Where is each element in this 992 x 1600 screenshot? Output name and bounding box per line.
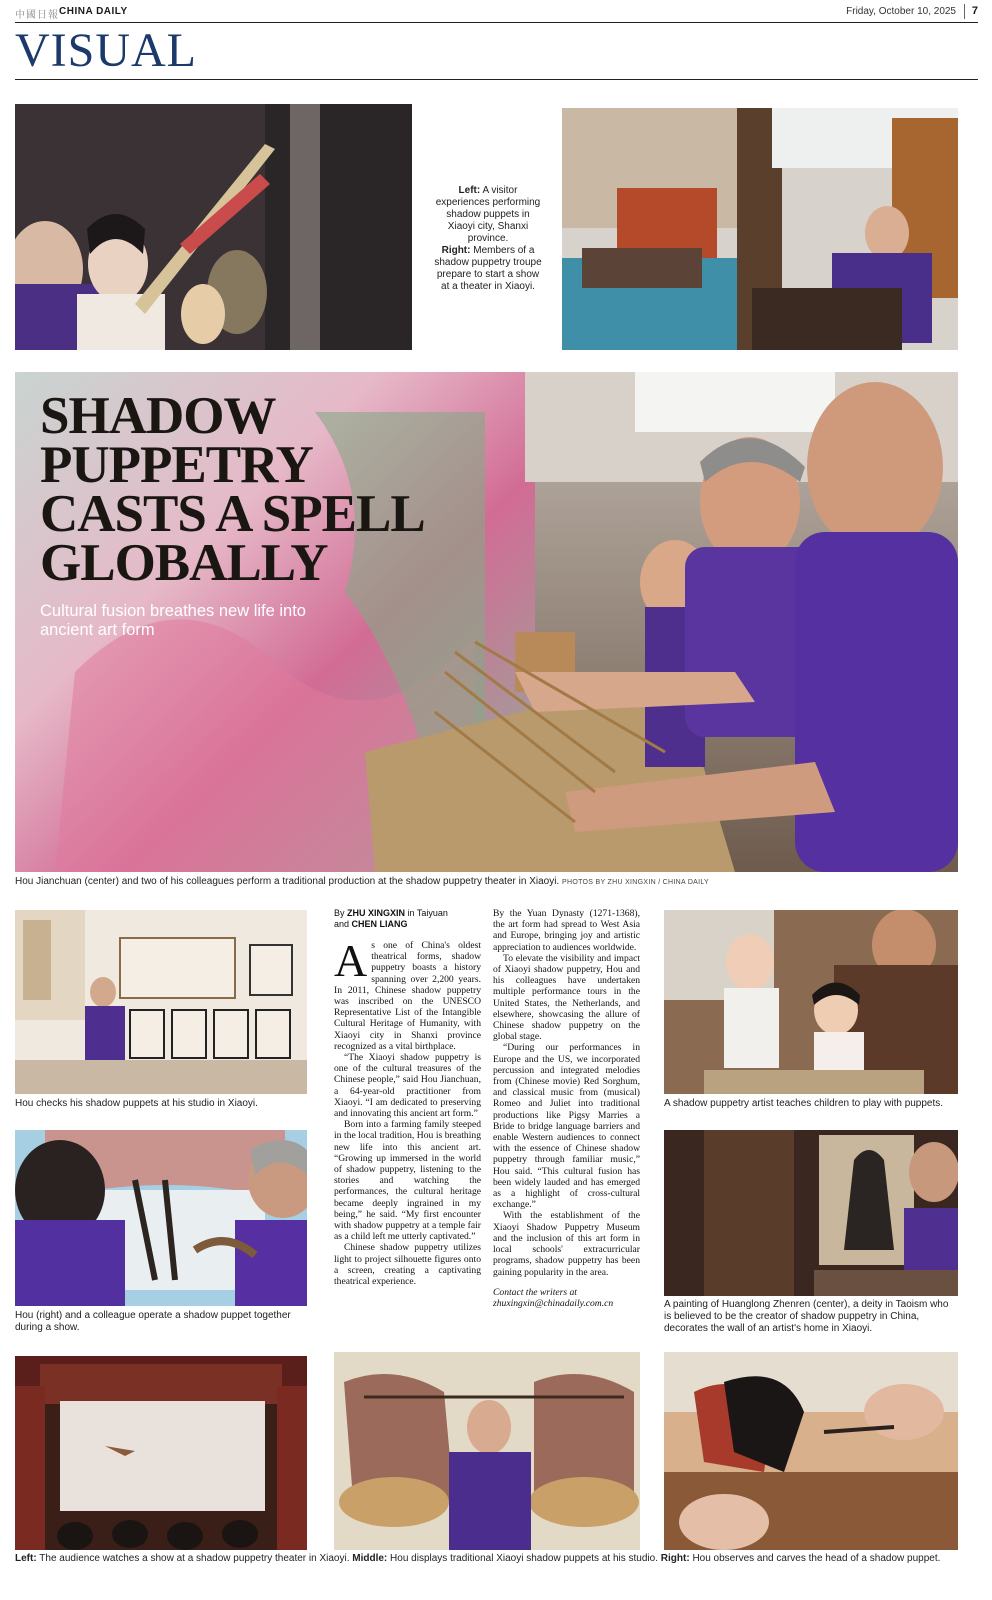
byline <box>334 908 481 930</box>
article-paragraph: “During our performances in Europe and the US, we incorporated percussion and integrated melodies from (Chinese movie) Red Sorghum, and classical music from (musical) Romeo and Juliet into traditional productions like Pigsy Marries a Bride to bridge language barriers and enable Western audiences to connect with the essence of Chinese shadow puppetry through familiar music,” Hou said. “This cultural fusion has been widely lauded and has emerged as a highlight of cross-cultural exchange.” <box>493 1042 640 1211</box>
issue-date: Friday, October 10, 2025 <box>846 6 956 17</box>
caption-painting: A painting of Huanglong Zhenren (center), a deity in Taoism who is believed to be the creator of shadow puppetry in China, decorates the wall of an artist's home in Xiaoyi. <box>664 1299 949 1334</box>
photo-operate-together-art <box>15 1130 307 1306</box>
caption-operate: Hou (right) and a colleague operate a shadow puppet together during a show. <box>15 1310 291 1333</box>
photo-operate-together <box>15 1130 307 1306</box>
main-caption-text: Hou Jianchuan (center) and two of his colleagues perform a traditional production at the shadow puppetry theater in Xiaoyi. <box>15 876 560 887</box>
headline-line: PUPPETRY <box>40 436 313 494</box>
bottom-middle-text: Hou displays traditional Xiaoyi shadow puppets at his studio. <box>390 1553 658 1564</box>
byline-prefix: By <box>334 908 345 918</box>
photo-carving-art <box>664 1352 958 1550</box>
bottom-left-text: The audience watches a show at a shadow puppetry theater in Xiaoyi. <box>39 1553 350 1564</box>
photo-troupe-prepare <box>562 108 958 350</box>
photo-painting <box>664 1130 958 1296</box>
drop-cap: A <box>334 935 368 986</box>
headline-line: GLOBALLY <box>40 534 328 592</box>
photo-painting-art <box>664 1130 958 1296</box>
masthead-brand: CHINA DAILY <box>59 6 128 17</box>
contact-label: Contact the writers at <box>493 1286 577 1298</box>
caption-left-label: Left: <box>458 185 481 196</box>
article-paragraph-text: s one of China's oldest theatrical forms, shadow puppetry boasts a history spanning over 2,200 years. In 2011, Chinese shadow puppetry was inscribed on the UNESCO Representative List of the Intangible Cultural Heritage of Humanity, with Xiaoyi city in Shanxi province recognized as a vital birthplace. <box>334 940 481 1052</box>
photo-visitor-puppets <box>15 104 412 350</box>
article-column-1 <box>334 908 481 1287</box>
bottom-photo-caption <box>15 1553 958 1565</box>
photo-studio-art <box>15 910 307 1094</box>
article-paragraph: Chinese shadow puppetry utilizes light to project silhouette figures onto a screen, creating a captivating theatrical experience. <box>334 1242 481 1288</box>
photo-children-art <box>664 910 958 1094</box>
photo-hou-displays-art <box>334 1352 640 1550</box>
article-paragraph: By the Yuan Dynasty (1271-1368), the art form had spread to West Asia and Europe, bringing joy and artistic appreciation to audiences worldwide. <box>493 908 640 953</box>
byline-location: in Taiyuan <box>407 908 448 918</box>
article-column-2 <box>493 908 640 1309</box>
caption-children: A shadow puppetry artist teaches children to play with puppets. <box>664 1098 944 1109</box>
page-number: 7 <box>971 5 978 17</box>
headline-line: CASTS A SPELL <box>40 485 425 543</box>
photo-visitor-puppets-art <box>15 104 412 350</box>
photo-carving <box>664 1352 958 1550</box>
caption-studio: Hou checks his shadow puppets at his studio in Xiaoyi. <box>15 1098 258 1109</box>
caption-right-text: Members of a shadow puppetry troupe prepare to start a show at a theater in Xiaoyi. <box>434 245 542 292</box>
masthead-chinese-name: 中國日報 <box>15 10 59 21</box>
article-paragraph <box>334 935 481 1052</box>
bottom-right-label: Right: <box>660 1553 690 1564</box>
bottom-middle-label: Middle: <box>352 1553 388 1564</box>
headline-deck: Cultural fusion breathes new life into ancient art form <box>40 602 306 639</box>
photo-hou-displays <box>334 1352 640 1550</box>
photo-children <box>664 910 958 1094</box>
photo-credit: PHOTOS BY ZHU XINGXIN / CHINA DAILY <box>562 879 710 886</box>
masthead-separator <box>964 4 965 19</box>
contact-line <box>493 1287 640 1309</box>
photo-audience-theater-art <box>15 1356 307 1550</box>
article-paragraph: To elevate the visibility and impact of Xiaoyi shadow puppetry, Hou and his colleagues have undertaken multiple performance tours in the United States, the Netherlands, and elsewhere, showcasing the allure of Chinese shadow puppetry on the global stage. <box>493 952 640 1043</box>
main-photo-caption <box>15 876 958 889</box>
masthead <box>15 3 978 23</box>
caption-left-text: A visitor experiences performing shadow puppets in Xiaoyi city, Shanxi province. <box>435 185 541 244</box>
photo-troupe-prepare-art <box>562 108 958 350</box>
caption-right-label: Right: <box>441 245 471 256</box>
top-photo-caption <box>434 185 542 293</box>
section-title: VISUAL <box>15 24 197 77</box>
byline-and: and <box>334 919 350 929</box>
headline-line: SHADOW <box>40 387 276 445</box>
bottom-right-text: Hou observes and carves the head of a shadow puppet. <box>692 1553 941 1564</box>
photo-audience-theater <box>15 1356 307 1550</box>
section-rule <box>15 79 978 80</box>
photo-studio <box>15 910 307 1094</box>
article-paragraph: Born into a farming family steeped in the local tradition, Hou is breathing new life into this ancient art. “Growing up immersed in the world of shadow puppetry, listening to the stories and watching the performances, the cultural heritage became deeply ingrained in my being,” he said. “My first encounter with shadow puppetry at a temple fair as a child left me utterly captivated.” <box>334 1119 481 1243</box>
contact-email[interactable]: zhuxingxin@chinadaily.com.cn <box>493 1297 614 1309</box>
byline-author-2: CHEN LIANG <box>351 919 408 929</box>
article-paragraph: “The Xiaoyi shadow puppetry is one of the cultural treasures of the Chinese people,” said Hou Jianchuan, a 64-year-old practitioner from Xiaoyi. “I am dedicated to preserving and innovating this ancient art form.” <box>334 1052 481 1120</box>
headline <box>40 387 440 592</box>
article-paragraph: With the establishment of the Xiaoyi Shadow Puppetry Museum and the inclusion of this art form in local schools' extracurricular programs, shadow puppetry has been gaining popularity in the area. <box>493 1210 640 1278</box>
byline-author-1: ZHU XINGXIN <box>347 908 406 918</box>
bottom-left-label: Left: <box>15 1553 37 1564</box>
